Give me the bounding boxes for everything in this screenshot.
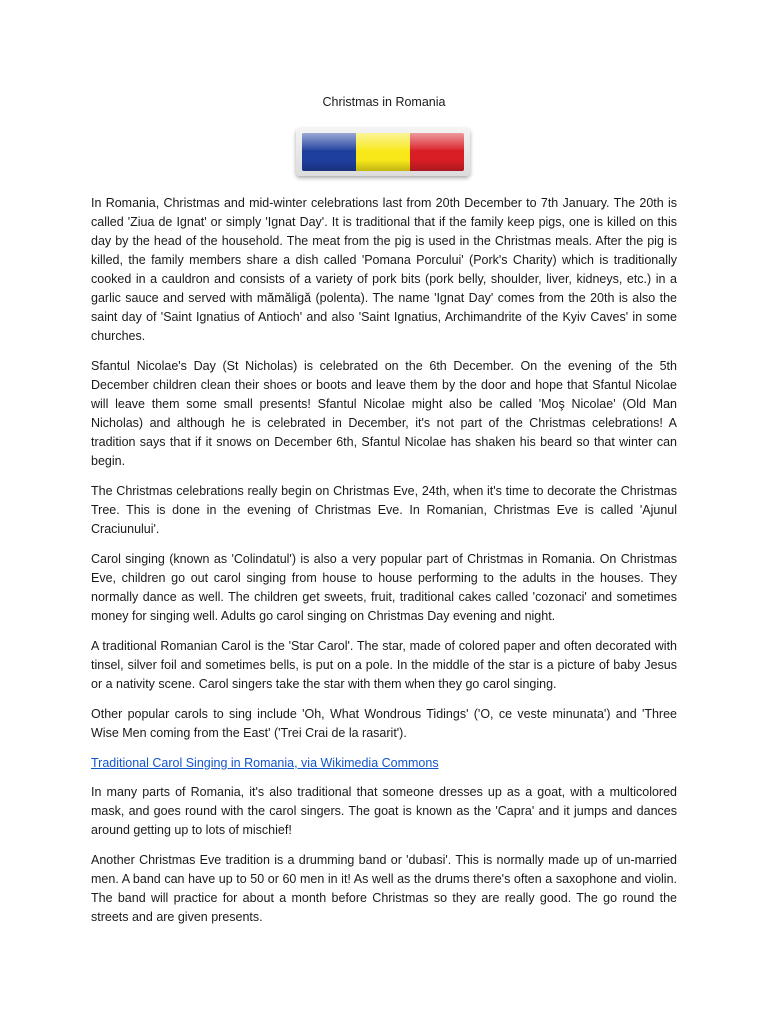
flag-stripe-blue (302, 133, 356, 171)
paragraph-colindatul: Carol singing (known as 'Colindatul') is also a very popular part of Christmas in Romania. On Christmas Eve, children go out carol singing from house to house performing to the adults in the houses. They normally dance as well. The children get sweets, fruit, traditional cakes called 'cozonaci' and sometimes money for singing well. Adults go carol singing on Christmas Day evening and night. (91, 552, 677, 623)
paragraph-ignat-day: In Romania, Christmas and mid-winter celebrations last from 20th December to 7th January. The 20th is called 'Ziua de Ignat' or simply 'Ignat Day'. It is traditional that if the family keep pigs, one is killed on this day by the head of the household. The meat from the pig is used in the Christmas meals. After the pig is killed, the family members share a dish called 'Pomana Porcului' (Pork's Charity) which is traditionally cooked in a cauldron and consists of a variety of pork bits (pork belly, shoulder, liver, kidneys, etc.) in a garlic sauce and served with mămăligă (polenta). The name 'Ignat Day' comes from the 20th is also the saint day of 'Saint Ignatius of Antioch' and also 'Saint Ignatius, Archimandrite of the Kyiv Caves' in some churches. (91, 196, 677, 343)
article-body (91, 194, 677, 938)
wikimedia-commons-link[interactable]: Traditional Carol Singing in Romania, via Wikimedia Commons (91, 756, 439, 770)
paragraph-other-carols: Other popular carols to sing include 'Oh, What Wondrous Tidings' ('O, ce veste minunata') and 'Three Wise Men coming from the East' ('Trei Crai de la rasarit'). (91, 707, 677, 740)
flag-stripes (302, 133, 464, 171)
paragraph-capra-goat: In many parts of Romania, it's also traditional that someone dresses up as a goat, with a multicolored mask, and goes round with the carol singers. The goat is known as the 'Capra' and it jumps and dances around getting up to lots of mischief! (91, 785, 677, 837)
page-title: Christmas in Romania (322, 95, 446, 109)
paragraph-st-nicholas: Sfantul Nicolae's Day (St Nicholas) is celebrated on the 6th December. On the evening of the 5th December children clean their shoes or boots and leave them by the door and hope that Sfantul Nicolae will leave them some small presents! Sfantul Nicolae might also be called 'Moş Nicolae' (Old Man Nicholas) and although he is celebrated in December, it's not part of the Christmas celebrations! A tradition says that if it snows on December 6th, Sfantul Nicolae has shaken his beard so that winter can begin. (91, 359, 677, 468)
flag-stripe-yellow (356, 133, 410, 171)
paragraph-star-carol: A traditional Romanian Carol is the 'Star Carol'. The star, made of colored paper and often decorated with tinsel, silver foil and sometimes bells, is put on a pole. In the middle of the star is a picture of baby Jesus or a nativity scene. Carol singers take the star with them when they go carol singing. (91, 639, 677, 691)
romania-flag-image (296, 128, 470, 176)
paragraph-christmas-eve: The Christmas celebrations really begin on Christmas Eve, 24th, when it's time to decorate the Christmas Tree. This is done in the evening of Christmas Eve. In Romanian, Christmas Eve is called 'Ajunul Craciunului'. (91, 484, 677, 536)
link-paragraph (91, 754, 677, 773)
flag-stripe-red (410, 133, 464, 171)
paragraph-dubasi: Another Christmas Eve tradition is a drumming band or 'dubasi'. This is normally made up of un-married men. A band can have up to 50 or 60 men in it! As well as the drums there's often a saxophone and violin. The band will practice for about a month before Christmas so they are really good. The go round the streets and are given presents. (91, 853, 677, 924)
